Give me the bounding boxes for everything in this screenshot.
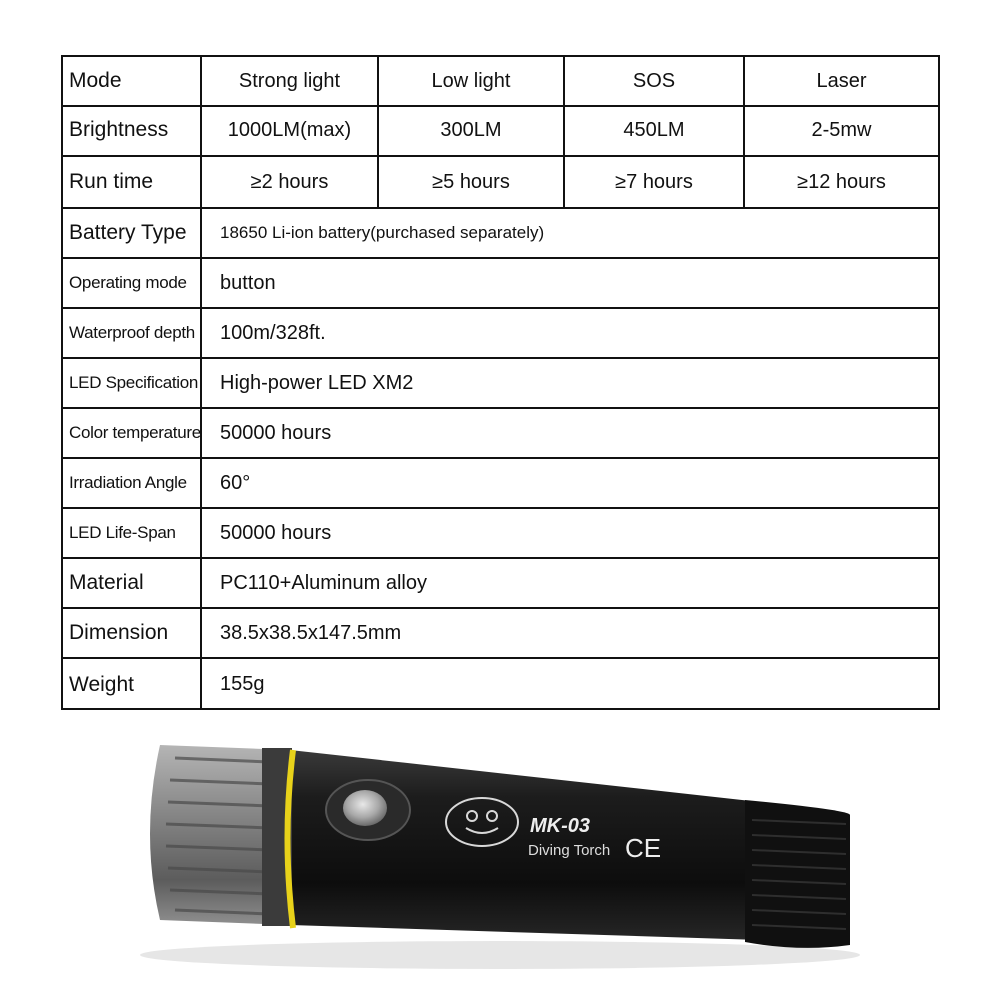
waterproof-depth-value: 100m/328ft. (220, 321, 326, 344)
power-button-icon (343, 790, 387, 826)
brightness-sos: 450LM (563, 105, 743, 155)
run-time-laser: ≥12 hours (743, 157, 938, 207)
mode-label: Mode (63, 57, 202, 105)
color-temperature-label: Color temperature (63, 409, 202, 457)
irradiation-angle-label: Irradiation Angle (63, 459, 202, 507)
brightness-label: Brightness (63, 105, 202, 155)
operating-mode-row (63, 259, 938, 309)
led-life-span-value: 50000 hours (220, 521, 332, 544)
irradiation-angle-row (63, 459, 938, 509)
waterproof-depth-row (63, 309, 938, 359)
mode-laser: Laser (743, 57, 938, 105)
run-time-strong: ≥2 hours (250, 170, 329, 193)
torch-body (290, 750, 760, 940)
brightness-laser: 2-5mw (743, 105, 938, 155)
spec-table (61, 55, 940, 710)
weight-value: 155g (220, 673, 265, 695)
mode-low-light: Low light (377, 57, 563, 105)
material-row (63, 559, 938, 609)
dimension-row (63, 609, 938, 659)
product-name-text: Diving Torch (528, 842, 611, 859)
battery-type-value: 18650 Li-ion battery(purchased separately) (220, 223, 545, 242)
run-time-low: ≥5 hours (377, 157, 563, 207)
weight-row (63, 659, 938, 710)
material-label: Material (63, 559, 202, 607)
run-time-sos: ≥7 hours (563, 157, 743, 207)
color-temperature-row (63, 409, 938, 459)
torch-shadow (140, 941, 860, 969)
brightness-low: 300LM (377, 105, 563, 155)
battery-type-label: Battery Type (63, 209, 202, 257)
operating-mode-value: button (220, 271, 276, 294)
mode-strong-light: Strong light (238, 69, 341, 92)
material-value: PC110+Aluminum alloy (220, 571, 427, 594)
model-text: MK-03 (530, 815, 591, 837)
battery-type-row (63, 209, 938, 259)
brightness-strong: 1000LM(max) (227, 118, 352, 141)
weight-label: Weight (63, 659, 202, 710)
ce-mark-icon: CE (625, 833, 662, 863)
led-specification-label: LED Specification (63, 359, 202, 407)
diving-torch-image (0, 720, 1000, 1000)
dimension-value: 38.5x38.5x147.5mm (220, 621, 402, 644)
mode-sos: SOS (563, 57, 743, 105)
run-time-label: Run time (63, 157, 202, 207)
color-temperature-value: 50000 hours (220, 421, 332, 444)
run-time-row (63, 157, 938, 209)
led-life-span-row (63, 509, 938, 559)
led-specification-row (63, 359, 938, 409)
led-life-span-label: LED Life-Span (63, 509, 202, 557)
dimension-label: Dimension (63, 609, 202, 657)
irradiation-angle-value: 60° (220, 471, 251, 494)
brightness-row (63, 105, 938, 157)
operating-mode-label: Operating mode (63, 259, 202, 307)
waterproof-depth-label: Waterproof depth (63, 309, 202, 357)
mode-row (63, 57, 938, 107)
led-specification-value: High-power LED XM2 (220, 371, 414, 394)
